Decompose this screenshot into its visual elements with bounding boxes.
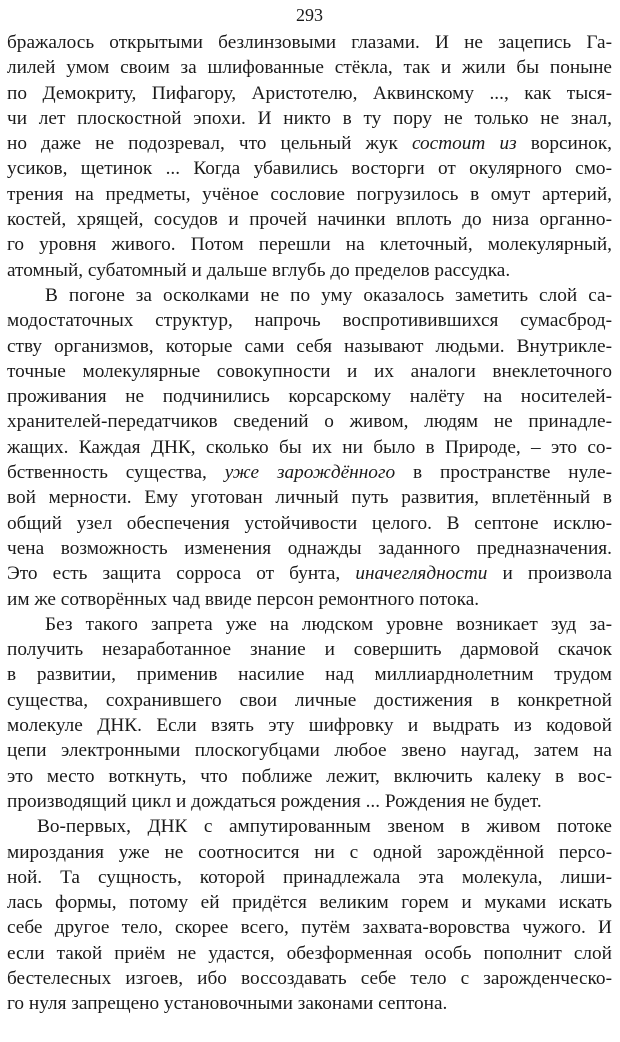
text-line xyxy=(7,915,612,940)
text-line xyxy=(7,738,612,763)
text-line xyxy=(7,890,612,915)
text-run: В погоне за осколками не по уму оказалось заметить слой са- xyxy=(45,284,612,306)
text-line xyxy=(7,764,612,789)
text-run: бестелесных изгоев, ибо воссоздавать себе тело с зарожденческо- xyxy=(7,967,612,989)
text-line xyxy=(7,966,612,991)
text-run: общий узел обеспечения устойчивости целого. В септоне исклю- xyxy=(7,512,612,534)
page-number: 293 xyxy=(296,5,323,25)
text-run: существа, сохранившего свои личные достижения в конкретной xyxy=(7,689,612,711)
text-line xyxy=(7,334,612,359)
text-run: Без такого запрета уже на людском уровне возникает зуд за- xyxy=(45,613,612,635)
paragraph xyxy=(7,814,612,1016)
text-line xyxy=(7,308,612,333)
text-line xyxy=(7,865,612,890)
text-line xyxy=(7,840,612,865)
text-run: ной. Та сущность, которой принадлежала эта молекула, лиши- xyxy=(7,866,612,888)
italic-phrase: уже зарождённого xyxy=(224,462,396,484)
paragraph xyxy=(7,30,612,283)
text-run: в развитии, применив насилие над миллиарднолетним трудом xyxy=(7,664,612,686)
text-line xyxy=(7,283,612,308)
italic-phrase: состоит из xyxy=(411,133,517,155)
text-line xyxy=(7,662,612,687)
text-run: по Демокриту, Пифагору, Аристотелю, Аквинскому ..., как тыся- xyxy=(7,82,612,104)
text-run: атомный, субатомный и дальше вглубь до пределов рассудка. xyxy=(7,259,511,281)
text-line xyxy=(7,81,612,106)
text-line xyxy=(7,941,612,966)
text-line xyxy=(7,460,612,485)
text-line xyxy=(7,55,612,80)
text-run: лилей умом своим за шлифованные стёкла, так и жили бы понынe xyxy=(7,57,612,79)
text-run: и произвола xyxy=(487,563,612,585)
italic-phrase: иначеглядности xyxy=(355,563,488,585)
text-run: чена возможность изменения однажды заданного предназначения. xyxy=(7,537,612,559)
text-line xyxy=(7,511,612,536)
text-run: если такой приём не удастся, обезформенная особь пополнит слой xyxy=(7,942,612,964)
text-run: проживания не подчинились корсарскому налёту на носителей- xyxy=(7,386,612,408)
text-run: Во-первых, ДНК с ампутированным звеном в живом потоке xyxy=(37,816,612,838)
text-run: молекуле ДНК. Если взять эту шифровку и выдрать из кодовой xyxy=(7,715,612,737)
text-line xyxy=(7,485,612,510)
text-line xyxy=(7,207,612,232)
text-run: получить незаработанное знание и совершить дармовой скачок xyxy=(7,639,612,661)
text-run: хранителей-передатчиков сведений о живом, людям не принадле- xyxy=(7,411,612,433)
text-run: бственность существа, xyxy=(7,462,225,484)
text-run: бражалось открытыми безлинзовыми глазами. И не зацепись Га- xyxy=(7,32,612,53)
paragraph xyxy=(7,283,612,612)
text-line xyxy=(7,30,612,55)
text-line xyxy=(7,587,612,612)
text-line xyxy=(7,536,612,561)
text-run: чи лет плоскостной эпохи. И никто в ту пору не только не знал, xyxy=(7,107,612,129)
text-run: производящий цикл и дождаться рождения ... Рождения не будет. xyxy=(7,790,542,812)
paragraph xyxy=(7,612,612,814)
text-line xyxy=(7,612,612,637)
text-line xyxy=(7,359,612,384)
text-run: цепи электронными плоскогубцами любое звено наугад, затем на xyxy=(7,740,612,762)
text-run: в пространстве нуле- xyxy=(395,462,612,484)
text-line xyxy=(7,232,612,257)
text-run: костей, хрящей, сосудов и прочей начинки вплоть до низа органно- xyxy=(7,209,612,231)
text-line xyxy=(7,409,612,434)
text-line xyxy=(7,688,612,713)
text-run: ству организмов, которые сами себя называют людьми. Внутрикле- xyxy=(7,335,612,357)
text-run: ворсинок, xyxy=(516,133,612,155)
text-line xyxy=(7,156,612,181)
text-run: усиков, щетинок ... Когда убавились восторги от окулярного смо- xyxy=(7,158,612,180)
text-run: но даже не подозревал, что цельный жук xyxy=(7,133,412,155)
text-run: трения на предметы, учёное сословие погрузилось в омут артерий, xyxy=(7,183,612,205)
text-run: им же сотворённых чад ввиде персон ремонтного потока. xyxy=(7,588,480,610)
text-line xyxy=(7,106,612,131)
text-run: вой мерности. Ему уготован личный путь развития, вплетённый в xyxy=(7,487,612,509)
text-line xyxy=(7,789,612,814)
text-run: это место воткнуть, что поближе лежит, включить калеку в вос- xyxy=(7,765,612,787)
text-line xyxy=(7,435,612,460)
text-line xyxy=(7,384,612,409)
text-line xyxy=(7,258,612,283)
text-line xyxy=(7,991,612,1016)
text-run: го уровня живого. Потом перешли на клеточный, молекулярный, xyxy=(7,234,612,256)
text-run: Это есть защита сорроса от бунта, xyxy=(7,563,356,585)
text-run: модостаточных структур, напрочь воспротивившихся сумасброд- xyxy=(7,310,612,332)
text-run: жащих. Каждая ДНК, сколько бы их ни было в Природе, – это со- xyxy=(7,436,612,458)
text-line xyxy=(7,713,612,738)
text-line xyxy=(7,182,612,207)
text-line xyxy=(7,561,612,586)
text-run: себе другое тело, скорее всего, путём захвата-воровства чужого. И xyxy=(7,917,612,939)
text-line xyxy=(7,814,612,839)
text-run: мироздания уже не соотносится ни с одной зарождённой персо- xyxy=(7,841,612,863)
text-run: лась формы, потому ей придётся великим горем и муками искать xyxy=(7,892,612,914)
text-line xyxy=(7,637,612,662)
text-run: точные молекулярные совокупности и их аналоги внеклеточного xyxy=(7,360,612,382)
text-run: го нуля запрещено установочными законами септона. xyxy=(7,993,448,1015)
text-line xyxy=(7,131,612,156)
body-text xyxy=(7,30,612,1017)
